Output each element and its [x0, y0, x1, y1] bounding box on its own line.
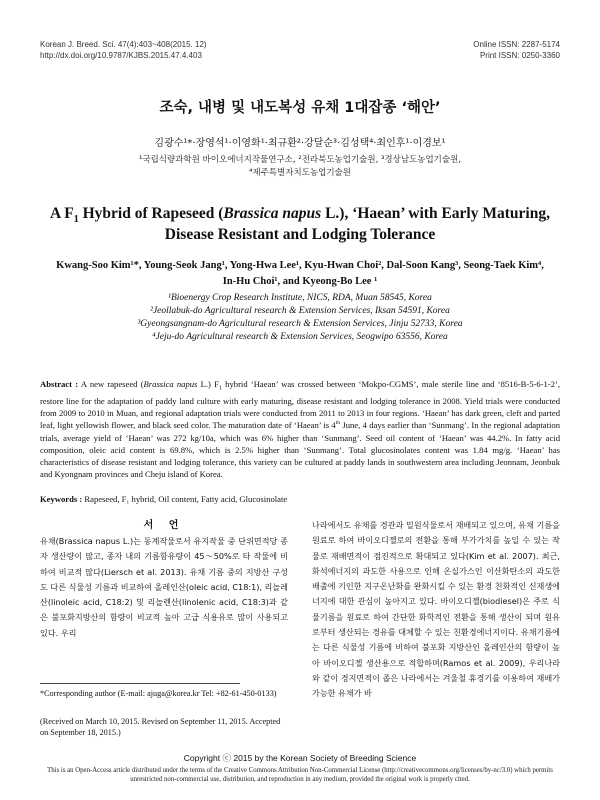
title-part: A F	[50, 205, 74, 222]
english-title-line2: Disease Resistant and Lodging Tolerance	[164, 226, 436, 243]
print-issn: Print ISSN: 0250-3360	[479, 51, 560, 60]
intro-right-column: 나라에서도 유채를 경관과 밀원식물로서 재배되고 있으며, 유채 기름을 원료로 하여 바이오디젤로의 전환을 통해 부가가치를 높일 수 있는 작물로 재배면적이 점진적으로 확대되고 있다(Kim et al. 2007). 최근, 화석에너지의 과도한 사용으로 인해 온실가스인 이산화탄소의 과도한 배출에 기인한 지구온난화를 완화시킬 수 있는 환경 친화적인 신재생에너지에 대한 관심이 높아지고 있다. 바이오디젤(biodiesel)은 주로 식물기름을 원료로 하여 간단한 화학적인 전환을 통해 생산이 되며 원유로부터 생산되는 경유를 대체할 수 있는 친환경에너지이다. 유채기름에는 다른 식물성 기름에 비하여 불포화 지방산인 올레인산의 함량이 높아 바이오디젤 생산용으로 적합하며(Ramos et al. 2009), 우리나라와 같이 경지면적이 좁은 나라에서는 겨울철 휴경기를 이용하여 재배가 가능한 유채가 바	[312, 520, 560, 699]
intro-left-column: 유채(Brassica napus L.)는 동계작물로서 유지작물 중 단위면적당 종자 생산량이 많고, 종자 내의 기름함유량이 45～50%로 타 작물에 비하여 비교적 많다(Liersch et al. 2013). 유채 기름 중의 지방산 구성도 다른 식물성 기름과 비교하여 올레인산(oleic acid, C18:1), 리놀레산(linoleic acid, C18:2) 및 리놀렌산(linolenic acid, C18:3)과 같은 불포화지방산의 함량이 비교적 높아 고급 식용유로 많이 사용되고 있다. 우리	[40, 536, 288, 638]
abstract	[40, 378, 560, 480]
keywords-label: Keywords :	[40, 494, 83, 504]
title-species: Brassica napus	[223, 205, 322, 222]
license-notice: This is an Open-Access article distributed under the terms of the Creative Commons Attribution Non-Commercial License (http://creativecommons.org/licenses/by-nc/3.0) which permits unrestricted non-commercial use, distribution, and reproduction in any medium, provided the original work is properly cited.	[47, 767, 553, 783]
abstract-text: hybrid ‘Haean’ was crossed between ‘Mokpo-CGMS’, male sterile line and ‘8516-B-5-6-1-2’, restore line for the adaptation of paddy land culture with early maturing, disease resistant and lodging tolerance in 2008. Yield trials were conducted from 2009 to 2010 in Muan, and regional adaptation trials were conducted from 2011 to 2013 in four regions. ‘Haean’ has dark green, cleft and parted leaf, light yellowish flower, and black seed color. The maturation date of ‘Haean’ is 4	[40, 379, 560, 431]
english-authors-line2: In-Hu Choi¹, and Kyeong-Bo Lee ¹	[222, 276, 378, 287]
korean-affiliations-line2: ⁴제주특별자치도농업기술원	[249, 168, 351, 178]
journal-citation: Korean J. Breed. Sci. 47(4):403~408(2015. 12)	[40, 40, 207, 49]
online-issn: Online ISSN: 2287-5174	[473, 40, 560, 49]
title-part: L.), ‘Haean’ with Early Maturing,	[321, 205, 550, 222]
affiliation-2: ²Jeollabuk-do Agricultural research & Extension Services, Iksan 54591, Korea	[150, 306, 450, 316]
title-subscript: 1	[73, 214, 79, 226]
copyright-notice: Copyright ⓒ 2015 by the Korean Society of Breeding Science	[183, 753, 417, 763]
abstract-text: L.) F	[197, 379, 219, 389]
abstract-superscript: th	[335, 420, 341, 427]
abstract-species: Brassica napus	[143, 379, 198, 389]
affiliation-4: ⁴Jeju-do Agricultural research & Extension Services, Seogwipo 63556, Korea	[152, 332, 448, 342]
abstract-text: June, 4 days earlier than ‘Sunmang’. In the regional adaptation trials, average yield of ‘Haean’ was 272 kg/10a, which was 6% higher than ‘Sunmang’. Seed oil content of ‘Haean’ was 44.2%. In fatty acid composition, oleic acid content is 69.8%, which is 2.5% higher than ‘Sunmang’. Total glucosinolates content was 1.84 mg/g. ‘Haean’ has characteristics of disease resistant and lodging tolerance, this variety can be cultured at paddy lands in southwestern area including Jeonnam, Jeonbuk and Kyongnam provinces and Cheju island of Korea.	[40, 420, 560, 480]
footnote-divider	[40, 683, 240, 684]
affiliation-1: ¹Bioenergy Crop Research Institute, NICS, RDA, Muan 58545, Korea	[168, 293, 432, 303]
affiliation-3: ³Gyeongsangnam-do Agricultural research & Extension Services, Jinju 52733, Korea	[137, 319, 463, 329]
corresponding-author-note: *Corresponding author (E-mail: ajuga@korea.kr Tel: +82-61-450-0133)	[40, 689, 277, 698]
keywords	[40, 494, 287, 504]
english-authors-line1: Kwang-Soo Kim¹*, Young-Seok Jang¹, Yong-Hwa Lee¹, Kyu-Hwan Choi², Dal-Soon Kang³, Seong-Taek Kim⁴,	[56, 260, 544, 271]
received-dates-note: (Received on March 10, 2015. Revised on September 11, 2015. Accepted on September 18, 2015.)	[40, 717, 281, 737]
section-heading-introduction: 서 언	[143, 520, 185, 531]
title-part: Hybrid of Rapeseed (	[78, 205, 224, 222]
abstract-text: A new rapeseed (	[78, 379, 144, 389]
abstract-subscript: 1	[218, 385, 222, 392]
korean-affiliations-line1: ¹국립식량과학원 바이오에너지작물연구소, ²전라북도농업기술원, ³경상남도농업기술원,	[138, 155, 462, 165]
korean-title: 조숙, 내병 및 내도복성 유채 1대잡종 ‘해안’	[159, 100, 441, 116]
abstract-label: Abstract :	[40, 379, 79, 389]
doi-link[interactable]: http://dx.doi.org/10.9787/KJBS.2015.47.4.403	[40, 51, 202, 60]
korean-authors: 김광수¹*·장영석¹·이영화¹·최규환²·강달순³·김성택⁴·최인후¹·이경보¹	[154, 138, 446, 149]
keywords-text: Rapeseed, F₁ hybrid, Oil content, Fatty acid, Glucosinolate	[82, 494, 288, 504]
